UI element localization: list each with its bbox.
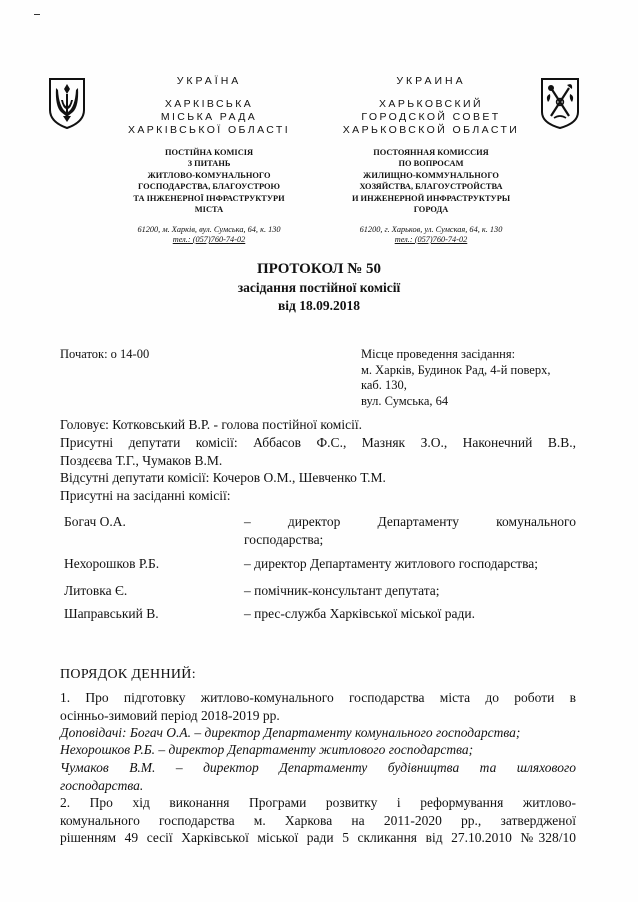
agenda-heading: ПОРЯДОК ДЕННИЙ: [60, 667, 196, 682]
guest-role: – директор Департаменту житлового господарства; [244, 556, 539, 571]
agenda-item-2-line: рішенням 49 сесії Харківської міської ради 5 скликання від 27.10.2010 №328/10 [60, 830, 576, 845]
header-right-phone: тел.: (057)760-74-02 [394, 235, 468, 244]
header-right-commission-line: И ИНЖЕНЕРНОЙ ИНФРАСТРУКТУРЫ [351, 193, 511, 203]
header-right-council-line: ХАРЬКОВСКИЙ [379, 98, 483, 110]
header-right-council-line: ГОРОДСКОЙ СОВЕТ [361, 111, 501, 123]
agenda-reporters-line: Доповідачі: Богач О.А. – директор Департаменту комунального господарства; [60, 725, 521, 740]
header-right-address-block [320, 225, 542, 245]
header-left-commission-line: ПОСТІЙНА КОМІСІЯ [164, 148, 254, 157]
header-left-council-line: МІСЬКА РАДА [160, 111, 258, 123]
protocol-date: від 18.09.2018 [278, 298, 360, 313]
header-right-commission-line: ХОЗЯЙСТВА, БЛАГОУСТРОЙСТВА [359, 182, 503, 192]
header-left-address-block [98, 225, 320, 245]
header-right-commission-line: ПОСТОЯННАЯ КОМИССИЯ [373, 148, 489, 157]
header-left-address: 61200, м. Харків, вул. Сумська, 64, к. 130 [137, 225, 281, 234]
guest-role: – прес-служба Харківської міської ради. [244, 606, 475, 621]
header-right-council-line: ХАРЬКОВСКОЙ ОБЛАСТИ [342, 124, 520, 136]
header-left-council-line: ХАРКІВСЬКА [164, 98, 254, 110]
agenda-item-2 [60, 794, 576, 847]
meeting-place-line: Місце проведення засідання: [361, 347, 516, 361]
agenda-item-1-line: 1. Про підготовку житлово-комунального господарства міста до роботи в [60, 690, 576, 705]
guest-role [244, 513, 576, 549]
header-left-commission-line: ТА ІНЖЕНЕРНОЇ ІНФРАСТРУКТУРИ [133, 193, 285, 203]
agenda-reporters-line-part: господарства. [60, 777, 144, 793]
guest-role-line: – директор Департаменту комунального [244, 514, 576, 529]
header-right-country: УКРАИНА [396, 75, 466, 87]
header-left-council-line: ХАРКІВСЬКОЇ ОБЛАСТІ [127, 124, 291, 136]
guest-name: Шаправський В. [64, 606, 159, 621]
header-left-commission [98, 147, 320, 215]
header-right-commission [320, 147, 542, 215]
ukraine-coat-of-arms-icon [47, 76, 87, 130]
meeting-place-line: вул. Сумська, 64 [361, 393, 449, 408]
header-right-address: 61200, г. Харьков, ул. Сумская, 64, к. 130 [359, 225, 503, 234]
guest-name: Богач О.А. [64, 514, 126, 529]
guest-name: Нехорошков Р.Б. [64, 556, 160, 571]
header-left-commission-line: З ПИТАНЬ [187, 159, 231, 169]
scan-mark [34, 14, 40, 15]
agenda-item-2-line: 2. Про хід виконання Програми розвитку і реформування житлово- [60, 795, 576, 810]
header-left-council [98, 98, 320, 137]
header-left-country: УКРАЇНА [176, 75, 242, 87]
header-right-commission-line: ЖИЛИЩНО-КОММУНАЛЬНОГО [363, 170, 499, 180]
meeting-start-time: Початок: о 14-00 [60, 347, 150, 361]
guest-name: Литовка Є. [64, 583, 128, 598]
meeting-place [361, 347, 550, 409]
agenda-item-2-line: комунального господарства м. Харкова на 2011-2020 рр., затвердженої [60, 812, 576, 828]
agenda-reporters-line-part: Чумаков В.М. – директор Департаменту будівництва та шляхового [60, 760, 576, 775]
header-left-commission-line: ЖИТЛОВО-КОМУНАЛЬНОГО [147, 170, 271, 180]
agenda-item-1 [60, 689, 576, 724]
chair-line: Головує: Котковський В.Р. - голова постійної комісії. [60, 417, 362, 432]
protocol-title: ПРОТОКОЛ № 50 [256, 261, 382, 277]
present-deputies-line: Присутні депутати комісії: Аббасов Ф.С., Мазняк З.О., Наконечний В.В., [60, 435, 576, 450]
agenda-item-1-line: осінньо-зимовий період 2018-2019 рр. [60, 707, 280, 723]
header-left-commission-line: ГОСПОДАРСТВА, БЛАГОУСТРОЮ [138, 182, 280, 192]
guest-role: – помічник-консультант депутата; [244, 583, 440, 598]
header-right-commission-line: ГОРОДА [413, 205, 449, 215]
present-deputies-line-continued: Поздєєва Т.Г., Чумаков В.М. [60, 453, 223, 468]
header-right-commission-line: ПО ВОПРОСАМ [398, 159, 464, 169]
header-left-commission-line: МІСТА [194, 205, 224, 215]
protocol-subtitle: засідання постійної комісії [237, 280, 401, 295]
agenda-reporters-line: Нехорошков Р.Б. – директор Департаменту житлового господарства; [60, 742, 474, 757]
meeting-place-line: м. Харків, Будинок Рад, 4-й поверх, [361, 362, 551, 377]
guest-role-line: господарства; [244, 532, 324, 547]
agenda-reporters-line [60, 759, 576, 794]
kharkiv-coat-of-arms-icon [539, 76, 581, 130]
absent-deputies-line: Відсутні депутати комісії: Кочеров О.М., Шевченко Т.М. [60, 470, 386, 485]
meeting-place-line: каб. 130, [361, 378, 407, 392]
header-left-phone: тел.: (057)760-74-02 [172, 235, 246, 244]
header-right-council [320, 98, 542, 137]
present-at-meeting-heading: Присутні на засіданні комісії: [60, 488, 231, 503]
